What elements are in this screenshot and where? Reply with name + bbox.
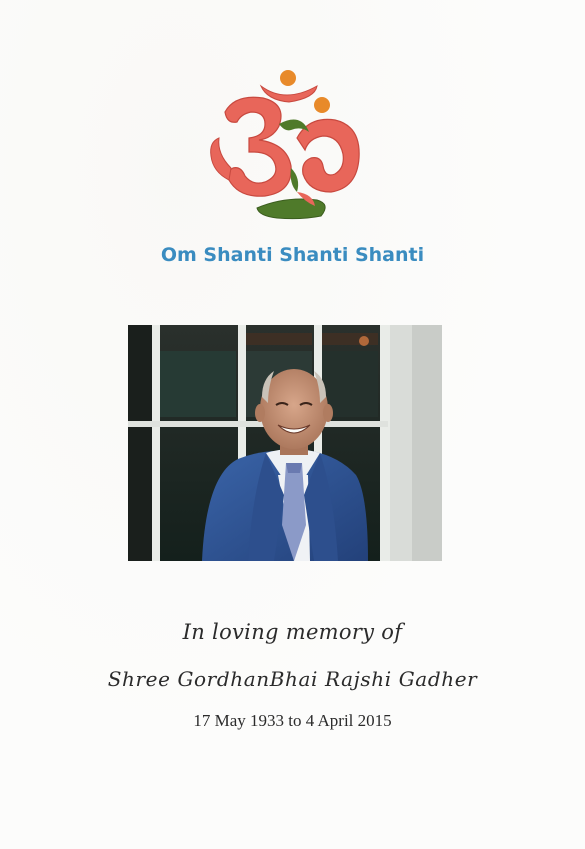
om-symbol-icon — [205, 68, 367, 228]
deceased-name: Shree GordhanBhai Rajshi Gadher — [107, 667, 478, 691]
portrait-photo — [128, 325, 442, 561]
memory-line: In loving memory of — [182, 620, 403, 644]
life-dates: 17 May 1933 to 4 April 2015 — [193, 711, 392, 730]
page-heading: Om Shanti Shanti Shanti — [160, 244, 425, 266]
